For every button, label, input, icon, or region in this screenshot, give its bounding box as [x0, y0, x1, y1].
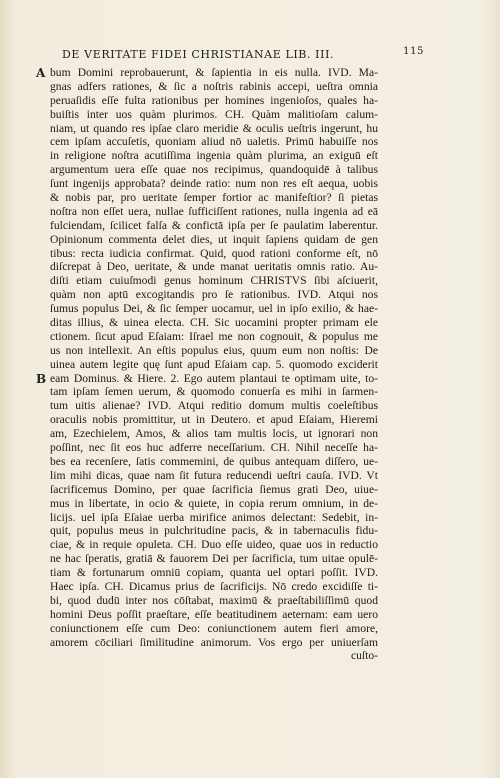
text-line: ctionem. ſicut apud Eſaiam: Iſrael me non cognouit, & populus me — [50, 329, 378, 343]
text-line: tum uitis alienae? IVD. Atqui reditio domum multis coeleſtibus — [50, 399, 378, 413]
text-line: quit, populus meus in pulchritudine pacis, & in tabernaculis fidu- — [50, 524, 378, 538]
running-header — [62, 48, 424, 64]
text-line: & nobis par, pro ueritate ſemper fortior ac manifeſtior? ſi pietas — [50, 191, 378, 205]
text-line: ſunt ingenijs approbata? deinde ratio: num non res eſt aequa, uobis — [50, 177, 378, 191]
page-number: 115 — [403, 46, 424, 57]
text-line: diſcrepat à Deo, ueritate, & unde manat ueritatis omnis ratio. Au- — [50, 260, 378, 274]
text-line: argumentum uera eſſe quae nos recipimus, quandoquidē à talibus — [50, 163, 378, 177]
text-line: peruaſidis eſſe fulta rationibus per homines ingenioſos, quales ha- — [50, 93, 378, 107]
text-line: amorem cōciliari ſimilitudine animorum. Vos ergo per uniuerſam — [50, 635, 378, 649]
text-line: tibus: recta iudicia confirmat. Quid, quod rationi conforme eſt, nō — [50, 246, 378, 260]
text-line: ne hac ſperatis, gratiā & fauorem Dei per ſacrificia, tum uitae opulē- — [50, 552, 378, 566]
text-line: poſſint, nec ſit eos huc adferre neceſſarium. CH. Nihil neceſſe ha- — [50, 441, 378, 455]
margin-marker-b: B — [36, 372, 47, 386]
text-line: diſti etiam cuiuſmodi genus hominum CHRISTVS ſibi aſciuerit, — [50, 274, 378, 288]
text-line: tam ipſam ſemen uerum, & quomodo conuerſa es mihi in ſarmen- — [50, 385, 378, 399]
text-line: gnas adfers rationes, & ſic a noſtris rabinis accepi, ueſtra omnia — [50, 79, 378, 93]
text-line: ſumus populus Dei, & ſic ſemper uocamur, uel in ipſo exilio, & hae- — [50, 302, 378, 316]
text-line: am, Ezechielem, Amos, & alios tam multis locis, ut ignorari non — [50, 427, 378, 441]
body-text — [50, 66, 378, 663]
text-line: in religione noſtra acutiſſima ingenia quàm plurima, an exiguū eſt — [50, 149, 378, 163]
margin-marker-a: A — [36, 66, 46, 80]
text-line: bi, quod dudū inter nos cōſtabat, maximū & praeſtabiliſſimū quod — [50, 593, 378, 607]
text-line: us non intellexit. An eſtis populus eius, quum eum non noſtis: De — [50, 343, 378, 357]
text-line: Haec ipſa. CH. Dicamus prius de ſacrificijs. Nō credo excidiſſe ti- — [50, 579, 378, 593]
text-line: licijs. uel ipſa Eſaiae uerba mirifice animos delectant: Sedebit, in- — [50, 510, 378, 524]
text-line: uinea autem legite quę ſunt apud Eſaiam cap. 5. quomodo exciderit — [50, 357, 378, 371]
text-line: bum Domini reprobauerunt, & ſapientia in eis nulla. IVD. Ma- — [50, 66, 378, 79]
text-line: buiſtis inter uos quàm plurimos. CH. Quàm malitioſam calum- — [50, 107, 378, 121]
text-line: lim mihi dicas, quae nam ſit futura reducendi ueſtri cauſa. IVD. Vt — [50, 468, 378, 482]
text-line: oraculis nobis promittitur, ut in Deutero. et apud Eſaiam, Hieremi — [50, 413, 378, 427]
text-line: ſacrificemus Domino, per quae ſacrificia ſiemus grati Deo, uiue- — [50, 482, 378, 496]
text-line: mus in libertate, in ocio & quiete, in copia rerum omnium, in de- — [50, 496, 378, 510]
text-line: eam Dominus. & Hiere. 2. Ego autem plantaui te optimam uite, to- — [50, 371, 378, 385]
text-line: ditas illius, & uinea electa. CH. Sic uocamini propter primam ele — [50, 316, 378, 330]
text-line: fulciendam, ſcilicet falſa & confictā ipſa per ſe paulatim laberentur. — [50, 218, 378, 232]
text-line: tiam & fortunarum omniū copiam, quanta uel optari poſſit. IVD. — [50, 566, 378, 580]
text-line: noſtra non eſſet uera, nullae ſufficiſſent rationes, nulla ingenia ad eā — [50, 204, 378, 218]
text-line: homini Deus poſſit praeſtare, eſſe beatitudinem aeternam: eam uero — [50, 607, 378, 621]
text-line: niam, ut quando res ipſae claro meridie & oculis ueſtris ingerunt, hu — [50, 121, 378, 135]
text-line: Opinionum commenta delet dies, ut inquit ſapiens quidam de gen — [50, 232, 378, 246]
text-line: coniunctionem eſſe cum Deo: coniunctionem autem fieri amore, — [50, 621, 378, 635]
text-line: bes ea recenſere, ſatis commemini, de quibus antequam diſſero, ue- — [50, 454, 378, 468]
text-line: cem ipſam accuſetis, quoniam aliud nō ualetis. Primū habuiſſe nos — [50, 135, 378, 149]
catchword: cuſto- — [350, 649, 378, 663]
text-line: ciae, & in requie opuleta. CH. Duo eſſe uideo, quae uos in reductio — [50, 538, 378, 552]
text-line: quàm non aptū excogitandis pro ſe rationibus. IVD. Atqui nos — [50, 288, 378, 302]
running-title: DE VERITATE FIDEI CHRISTIANAE LIB. III. — [62, 48, 335, 61]
